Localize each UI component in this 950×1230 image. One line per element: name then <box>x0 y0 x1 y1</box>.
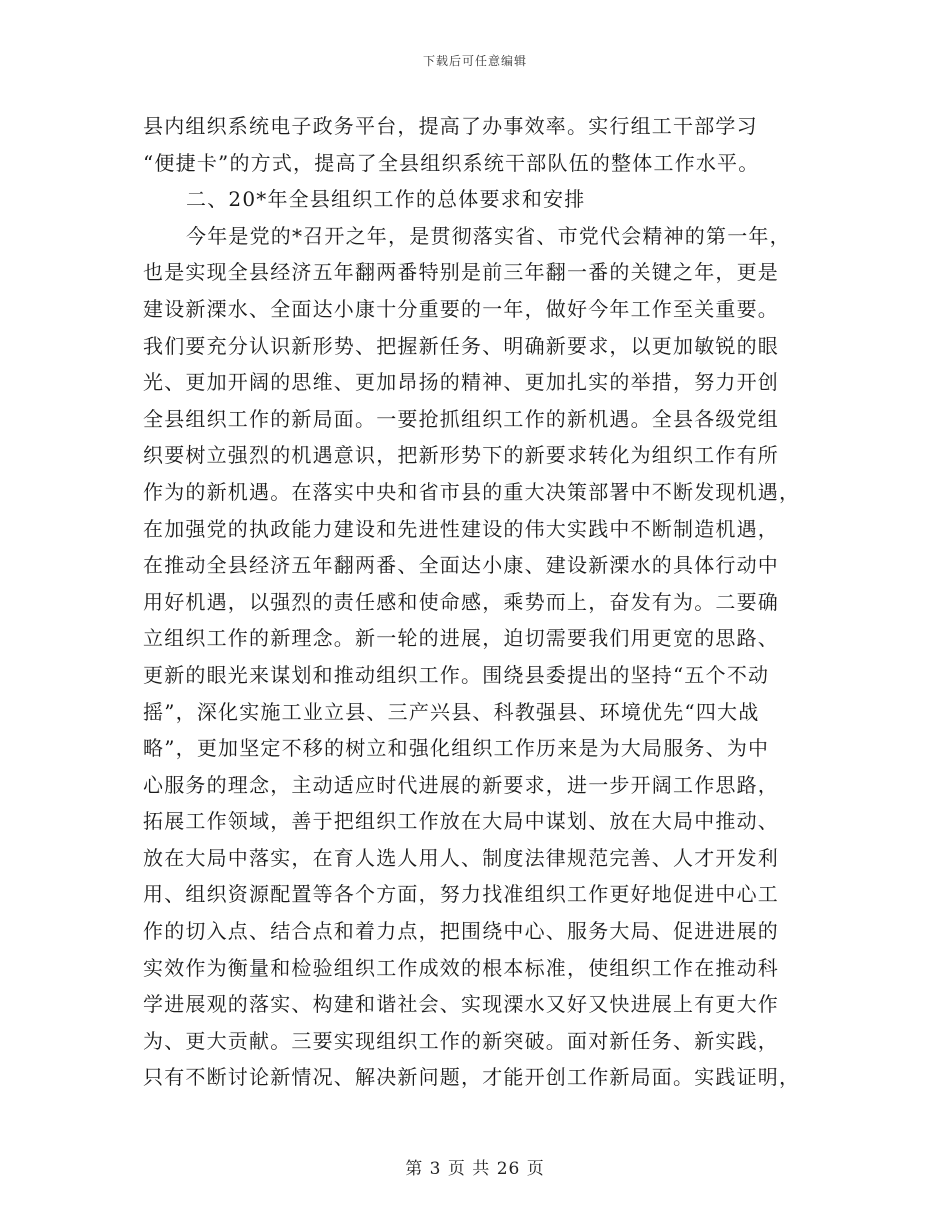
text-line: 织要树立强烈的机遇意识，把新形势下的新要求转化为组织工作有所 <box>143 443 779 468</box>
text-line: 摇”，深化实施工业立县、三产兴县、科教强县、环境优先“四大战 <box>143 699 760 724</box>
text-line: 我们要充分认识新形势、把握新任务、明确新要求，以更加敏锐的眼 <box>143 333 779 358</box>
text-line: 为、更大贡献。三要实现组织工作的新突破。面对新任务、新实践， <box>143 1028 779 1053</box>
text-line: 只有不断讨论新情况、解决新问题，才能开创工作新局面。实践证明， <box>143 1065 801 1090</box>
text-line: 作为的新机遇。在落实中央和省市县的重大决策部署中不断发现机遇， <box>143 479 801 504</box>
text-line: 光、更加开阔的思维、更加昂扬的精神、更加扎实的举措，努力开创 <box>143 370 779 395</box>
text-line: 也是实现全县经济五年翻两番特别是前三年翻一番的关键之年，更是 <box>143 260 779 285</box>
text-line: 作的切入点、结合点和着力点，把围绕中心、服务大局、促进进展的 <box>143 919 779 944</box>
page-number: 第 3 页 共 26 页 <box>405 1159 545 1179</box>
text-line: 全县组织工作的新局面。一要抢抓组织工作的新机遇。全县各级党组 <box>143 406 779 431</box>
text-line: 在推动全县经济五年翻两番、全面达小康、建设新溧水的具体行动中 <box>143 553 779 578</box>
text-line: 县内组织系统电子政务平台，提高了办事效率。实行组工干部学习 <box>143 114 758 138</box>
text-line: 用好机遇，以强烈的责任感和使命感，乘势而上，奋发有为。二要确 <box>143 589 779 614</box>
text-line: 心服务的理念，主动适应时代进展的新要求，进一步开阔工作思路， <box>143 772 779 797</box>
text-line: 用、组织资源配置等各个方面，努力找准组织工作更好地促进中心工 <box>143 882 779 907</box>
document-body <box>143 108 813 1096</box>
text-line: 更新的眼光来谋划和推动组织工作。围绕县委提出的坚持“五个不动 <box>143 662 770 687</box>
text-line: 实效作为衡量和检验组织工作成效的根本标准，使组织工作在推动科 <box>143 955 779 980</box>
text-line: 拓展工作领域，善于把组织工作放在大局中谋划、放在大局中推动、 <box>143 809 779 834</box>
text-line: 在加强党的执政能力建设和先进性建设的伟大实践中不断制造机遇， <box>143 516 779 541</box>
text-line: 学进展观的落实、构建和谐社会、实现溧水又好又快进展上有更大作 <box>143 992 779 1017</box>
text-line: 今年是党的*召开之年，是贯彻落实省、市党代会精神的第一年， <box>186 223 791 248</box>
text-line: 立组织工作的新理念。新一轮的进展，迫切需要我们用更宽的思路、 <box>143 626 779 651</box>
text-line: 略”，更加坚定不移的树立和强化组织工作历来是为大局服务、为中 <box>143 736 770 761</box>
text-line: 建设新溧水、全面达小康十分重要的一年，做好今年工作至关重要。 <box>143 296 779 321</box>
text-line: “便捷卡”的方式，提高了全县组织系统干部队伍的整体工作水平。 <box>143 150 760 175</box>
section-heading: 二、20*年全县组织工作的总体要求和安排 <box>186 187 586 212</box>
page-header: 下载后可任意编辑 <box>422 54 527 68</box>
text-line: 放在大局中落实，在育人选人用人、制度法律规范完善、人才开发利 <box>143 845 779 870</box>
